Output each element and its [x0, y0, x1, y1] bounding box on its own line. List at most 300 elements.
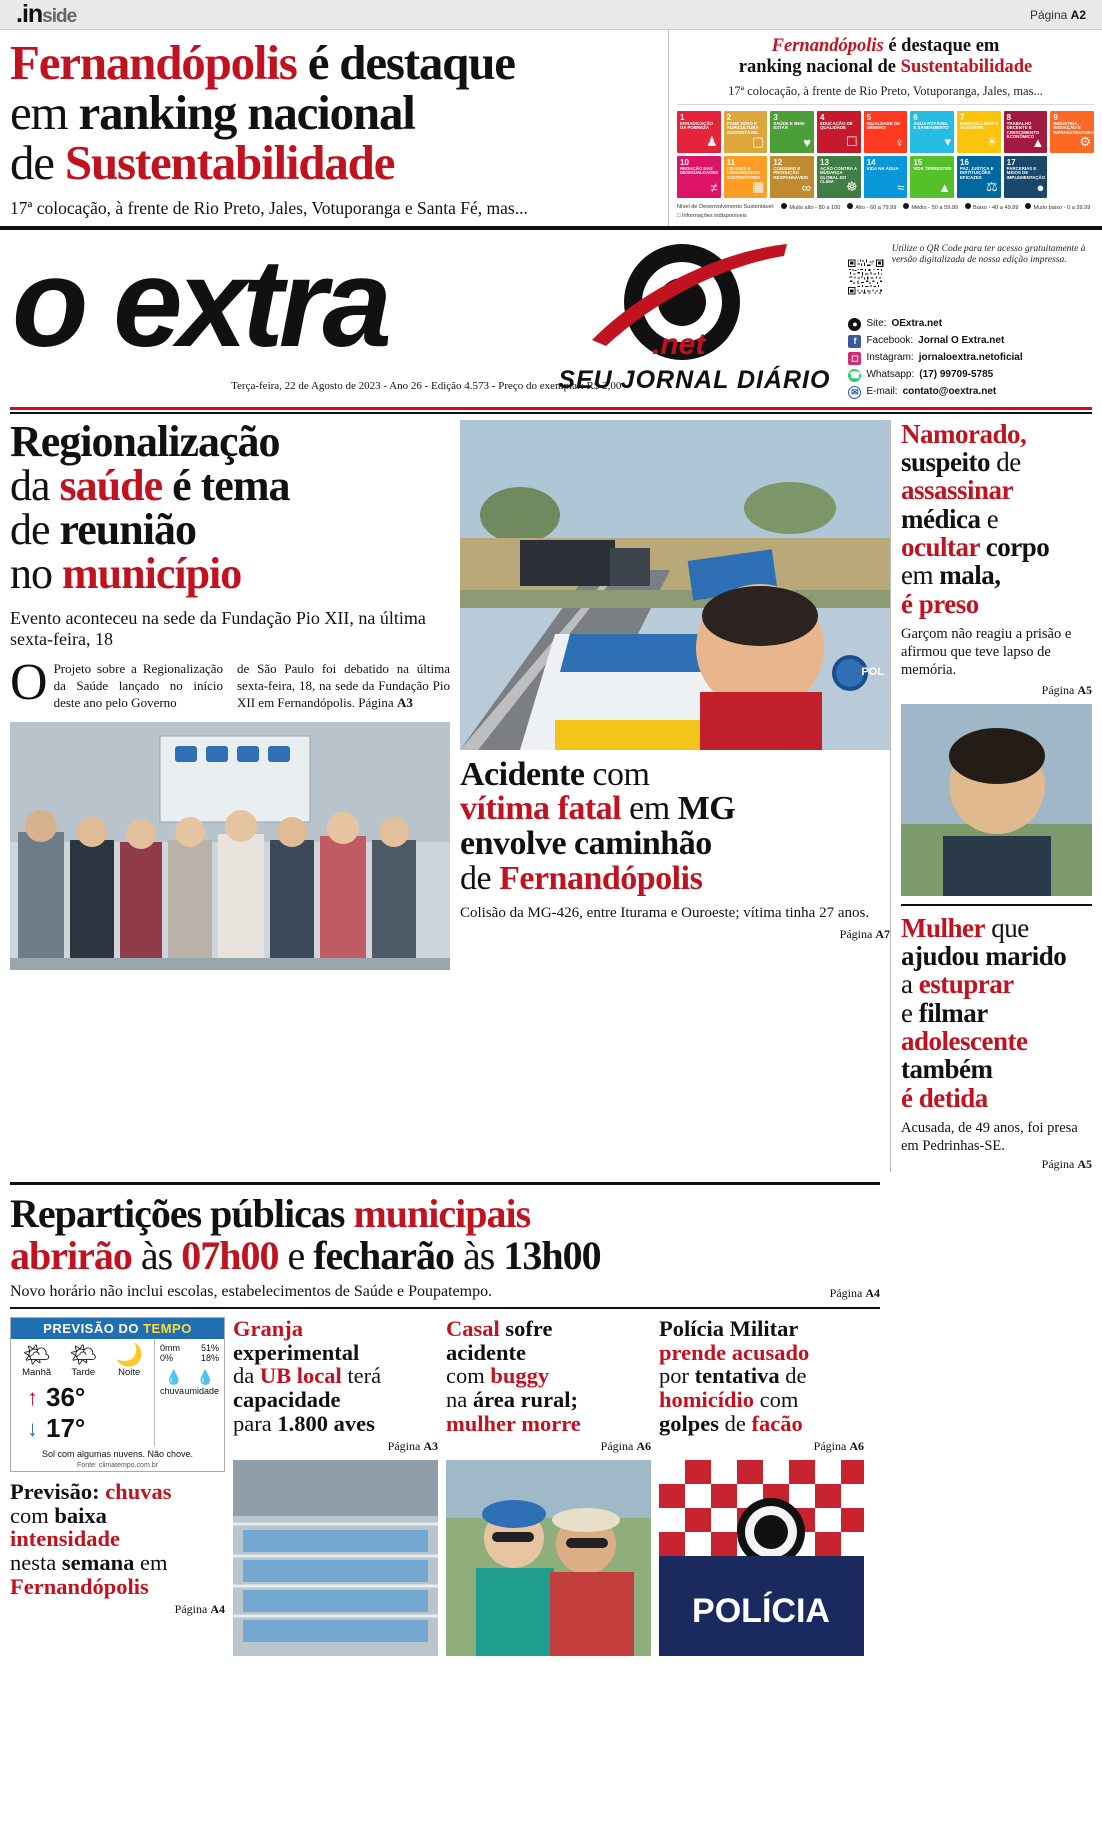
sdg-8-icon: ▲ — [1031, 134, 1045, 150]
brief-mulher — [901, 914, 1092, 1173]
qr-code-icon[interactable] — [848, 244, 883, 310]
legend-title: Nível de Desenvolvimento Sustentável: — [677, 204, 775, 211]
sdg-11 — [724, 156, 768, 198]
sdg-12-icon: ∞ — [801, 179, 811, 195]
sdg-17 — [1004, 156, 1048, 198]
legend-item-1 — [847, 203, 896, 212]
sdg-11-number: 11 — [726, 157, 736, 167]
weather-column — [10, 1317, 225, 1656]
lead-subhead: Evento aconteceu na sede da Fundação Pio XII, na última sexta-feira, 18 — [10, 607, 426, 650]
top-teaser-subhead: 17ª colocação, à frente de Rio Preto, Jales, Votuporanga e Santa Fé, mas... — [10, 197, 528, 218]
sdg-15 — [910, 156, 954, 198]
policia-page-number: A6 — [849, 1439, 864, 1454]
brief-casal — [446, 1317, 651, 1656]
accident-h2c: MG — [677, 790, 736, 828]
sdg-2-number: 2 — [726, 112, 732, 122]
moon-cloud-icon: 🌙 — [115, 1342, 143, 1368]
arrow-up-icon: ↑ — [27, 1384, 38, 1410]
weather-temps — [13, 1382, 152, 1444]
policia-l1: Polícia Militar — [659, 1316, 799, 1342]
sdg-11-icon: ▦ — [752, 178, 765, 194]
sdg-5-icon: ♀ — [894, 134, 905, 150]
banner-l2c: 07h00 — [181, 1233, 279, 1279]
sdg-3-icon: ♥ — [803, 134, 811, 150]
sdg-16-label: PAZ, JUSTIÇA E INSTITUIÇÕES EFICAZES — [960, 165, 994, 180]
lead-headline — [10, 416, 450, 598]
sdg-15-number: 15 — [913, 157, 923, 167]
brief1-l4b: e — [980, 503, 999, 534]
top-teaser-infobox — [668, 30, 1102, 226]
granja-page-ref — [233, 1439, 438, 1454]
sdg-5 — [864, 111, 908, 153]
policia-l3a: por — [659, 1363, 695, 1389]
legend-text-1: Alto - 60 a 79,99 — [855, 204, 897, 211]
previsao-l1b: chuvas — [99, 1479, 172, 1505]
contact-email[interactable] — [848, 386, 1090, 399]
weather-period-afternoon-label: Tarde — [71, 1367, 96, 1379]
accident-photo-graphic — [460, 420, 890, 750]
accident-h4a: de — [460, 859, 500, 897]
top-teaser-headline — [10, 35, 658, 190]
sdg-13-label: AÇÃO CONTRA A MUDANÇA GLOBAL DO CLIMA — [820, 165, 857, 185]
banner-l2a: abrirão — [10, 1233, 132, 1279]
sun-cloud-icon-2: 🌤 — [69, 1342, 98, 1368]
logo-wrap — [12, 233, 840, 394]
masthead-rule-black — [10, 412, 1092, 414]
sdg-2-label: FOME ZERO E AGRICULTURA SUSTENTÁVEL — [726, 120, 759, 135]
weather-period-night — [115, 1343, 142, 1378]
sdg-9-label: INDÚSTRIA, INOVAÇÃO E INFRAESTRUTURA — [1053, 120, 1094, 135]
contact-instagram-value: jornaloextra.netoficial — [918, 352, 1023, 363]
lead-col-1-text: Projeto sobre a Regionalização da Saúde lançado no início deste ano pelo Governo — [53, 660, 223, 710]
sdg-12 — [770, 156, 814, 198]
sdg-16 — [957, 156, 1001, 198]
casal-headline — [446, 1317, 651, 1435]
infobox-footer-note-text: Informações indisponíveis — [681, 212, 747, 219]
brief1-l5a: ocultar — [901, 532, 980, 563]
brief1-l3: assassinar — [901, 475, 1014, 506]
brief2-page-number: A5 — [1077, 1157, 1092, 1172]
previsao-page-label: Página — [174, 1602, 211, 1617]
sdg-14-label: VIDA NA ÁGUA — [866, 165, 899, 171]
brief1-l5b: corpo — [979, 532, 1050, 563]
contact-site-value: OExtra.net — [891, 318, 943, 329]
inside-page-number: A2 — [1070, 7, 1086, 22]
brief1-l2a: suspeito — [901, 447, 991, 478]
brief1-page-ref — [901, 683, 1092, 698]
sdg-10-number: 10 — [680, 157, 689, 167]
brief2-l3a: a — [901, 969, 919, 1000]
weather-periods — [13, 1343, 152, 1378]
casal-l3a: com — [446, 1363, 491, 1389]
legend-item-0 — [781, 203, 840, 212]
weather-values-row — [158, 1343, 221, 1353]
brief-previsao — [10, 1480, 225, 1617]
sdg-3 — [770, 111, 814, 153]
weather-body — [11, 1339, 224, 1446]
sdg-16-icon: ⚖ — [986, 178, 998, 194]
brief1-l1: Namorado, — [901, 418, 1027, 449]
banner-subhead: Novo horário não inclui escolas, estabelecimentos de Saúde e Poupatempo. — [10, 1283, 493, 1301]
infobox-title-b: é destaque em — [883, 36, 1000, 56]
brief1-l4a: médica — [901, 503, 981, 534]
accident-h4b: Fernandópolis — [499, 859, 703, 897]
brief2-l4b: filmar — [918, 997, 988, 1028]
weather-title — [11, 1318, 224, 1339]
accident-photo-badge: POL — [861, 665, 884, 678]
lead-photo-graphic — [10, 722, 450, 970]
infobox-title-c: ranking nacional de — [738, 57, 901, 78]
infobox-footer — [677, 203, 1094, 220]
contact-facebook-value: Jornal O Extra.net — [918, 335, 1005, 346]
granja-l2: experimental — [233, 1339, 360, 1365]
sdg-8-label: TRABALHO DECENTE E CRESCIMENTO ECONÔMICO — [1006, 120, 1040, 140]
casal-page-number: A6 — [636, 1439, 651, 1454]
previsao-headline — [10, 1480, 225, 1598]
contact-whatsapp[interactable] — [848, 369, 1090, 382]
brief-mulher-headline — [901, 914, 1092, 1112]
weather-rain-value: 0mm — [160, 1343, 180, 1354]
sdg-3-number: 3 — [773, 112, 778, 122]
brief2-l1a: Mulher — [901, 912, 985, 943]
granja-l3b: UB local — [259, 1363, 342, 1389]
sdg-17-label: PARCERIAS E MEIOS DE IMPLEMENTAÇÃO — [1006, 165, 1046, 180]
sdg-10 — [677, 156, 721, 198]
brief1-l7: é preso — [901, 588, 979, 619]
teaser-line2-main: ranking nacional — [78, 84, 415, 140]
sdg-1-number: 1 — [680, 112, 685, 122]
granja-l5a: para — [233, 1410, 278, 1436]
weather-max-value: 36° — [46, 1382, 86, 1413]
raindrop-icon: 💧 — [165, 1369, 183, 1386]
sdg-4-icon: ☐ — [846, 133, 858, 149]
infobox-title-d: Sustentabilidade — [900, 57, 1033, 78]
weather-min — [13, 1413, 152, 1444]
brief1-l2b: de — [990, 447, 1021, 478]
policia-l2: prende acusado — [659, 1339, 810, 1365]
inside-top-bar — [0, 0, 1102, 30]
policia-l3b: tentativa — [694, 1363, 780, 1389]
sdg-5-label: IGUALDADE DE GÊNERO — [866, 120, 901, 131]
casal-l4a: na — [446, 1387, 473, 1413]
weather-labels-row — [158, 1386, 221, 1396]
policia-l4b: com — [754, 1387, 799, 1413]
sdg-12-number: 12 — [773, 157, 783, 167]
weather-widget — [10, 1317, 225, 1472]
accident-page-ref — [460, 927, 890, 942]
granja-photo — [233, 1460, 438, 1656]
sdg-14 — [864, 156, 908, 198]
lead-h-line1: Regionalização — [10, 416, 280, 466]
instagram-icon: ◻ — [848, 352, 861, 365]
brief2-l1b: que — [985, 912, 1029, 943]
masthead — [0, 230, 1102, 403]
masthead-edition-info: Terça-feira, 22 de Agosto de 2023 - Ano 26 - Edição 4.573 - Preço do exemplar: R$ 2,00 — [231, 379, 622, 392]
casal-page-ref — [446, 1439, 651, 1454]
contact-facebook-label: Facebook: — [866, 335, 914, 346]
accident-photo — [460, 420, 890, 750]
sdg-9 — [1050, 111, 1094, 153]
casal-l4b: área rural; — [472, 1387, 579, 1413]
teaser-line3-main: Sustentabilidade — [64, 134, 395, 190]
legend-item-4 — [1025, 203, 1090, 212]
weather-rain-pct: 0% — [160, 1353, 174, 1364]
sdg-15-icon: ▲ — [938, 179, 951, 195]
sdg-5-number: 5 — [866, 112, 872, 122]
sdg-13-number: 13 — [820, 157, 829, 167]
contact-email-label: E-mail: — [866, 386, 898, 397]
inside-page-label: Página — [1029, 7, 1068, 22]
brief-policia — [659, 1317, 864, 1656]
casal-l1b: sofre — [499, 1316, 553, 1342]
contact-site[interactable] — [848, 318, 1090, 331]
arrow-down-icon: ↓ — [27, 1415, 38, 1441]
policia-l5a: golpes — [659, 1410, 720, 1436]
brief1-page-label: Página — [1041, 682, 1078, 697]
banner-l2e: fecharão — [313, 1233, 455, 1279]
previsao-page-number: A4 — [210, 1602, 225, 1617]
humidity-icon: 💧 — [196, 1369, 214, 1386]
sdg-7-icon: ☀ — [986, 133, 998, 149]
right-divider-1 — [901, 904, 1092, 906]
previsao-l4c: em — [134, 1550, 168, 1576]
accident-h1a: Acidente — [460, 755, 585, 793]
newspaper-logo: o extra — [12, 233, 387, 373]
lead-h-line3b: reunião — [59, 504, 196, 554]
lead-h-line4b: município — [62, 548, 242, 598]
previsao-l1a: Previsão: — [10, 1479, 100, 1505]
masthead-tagline: SEU JORNAL DIÁRIO — [558, 365, 831, 394]
lead-h-line2c: é tema — [162, 460, 290, 510]
previsao-l2a: com — [10, 1502, 55, 1528]
previsao-l4a: nesta — [10, 1550, 62, 1576]
brief2-l2: ajudou marido — [901, 940, 1067, 971]
policia-photo — [659, 1460, 864, 1656]
inside-logo-in: in — [21, 0, 43, 28]
accident-page-number: A7 — [875, 927, 890, 942]
previsao-l4b: semana — [61, 1550, 135, 1576]
accident-page-label: Página — [839, 927, 876, 942]
weather-min-value: 17° — [46, 1413, 86, 1444]
previsao-l3: intensidade — [10, 1526, 121, 1552]
sdg-9-number: 9 — [1053, 112, 1058, 122]
weather-period-morning — [22, 1343, 51, 1378]
casal-l5: mulher morre — [446, 1410, 581, 1436]
policia-page-label: Página — [813, 1439, 850, 1454]
weather-pct-row — [158, 1353, 221, 1363]
weather-title-b: TEMPO — [143, 1321, 192, 1337]
weather-hum-pct: 18% — [200, 1353, 219, 1364]
brief1-l6a: em — [901, 560, 940, 591]
right-briefs-column — [890, 420, 1092, 1172]
banner-l1a: Repartições públicas — [10, 1191, 354, 1237]
sdg-12-label: CONSUMO E PRODUÇÃO RESPONSÁVEIS — [773, 165, 808, 180]
sdg-9-icon: ⚙ — [1079, 133, 1091, 149]
brief2-page-label: Página — [1041, 1157, 1078, 1172]
mail-icon: ✉ — [848, 386, 861, 399]
weather-right — [154, 1339, 224, 1446]
inside-page-indicator — [1030, 8, 1086, 22]
legend-text-2: Médio - 50 a 59,99 — [911, 204, 959, 211]
accident-h2a: vítima fatal — [460, 790, 622, 828]
sdg-6-number: 6 — [913, 112, 918, 122]
banner-page-ref — [830, 1286, 880, 1301]
accident-h1b: com — [584, 755, 650, 793]
granja-l3c: terá — [341, 1363, 382, 1389]
banner-l2g: 13h00 — [503, 1233, 601, 1279]
granja-page-label: Página — [387, 1439, 424, 1454]
sdg-15-label: VIDA TERRESTRE — [913, 165, 952, 171]
brief2-l3b: estuprar — [918, 969, 1014, 1000]
lead-col-2-text: de São Paulo foi debatido na última sexta-feira, 18, na sede da Fundação Pio XII em Fernandópolis. Página — [237, 660, 450, 710]
opening-hours-banner — [10, 1182, 880, 1309]
sdg-1-label: ERRADICAÇÃO DA POBREZA — [680, 120, 713, 131]
lead-story-column — [10, 416, 450, 1172]
sun-cloud-icon: 🌤 — [22, 1342, 51, 1368]
teaser-line2-pre: em — [10, 84, 79, 140]
sdg-13 — [817, 156, 861, 198]
teaser-line1-rest: é destaque — [296, 35, 515, 90]
globe-icon: ● — [848, 318, 861, 331]
casal-photo — [446, 1460, 651, 1656]
granja-l5b: 1.800 aves — [277, 1410, 375, 1436]
sdg-14-icon: ≈ — [897, 179, 905, 195]
weather-max — [13, 1382, 152, 1413]
infobox-title — [677, 36, 1094, 79]
contact-instagram[interactable] — [848, 352, 1090, 365]
casal-l2: acidente — [446, 1339, 526, 1365]
sdg-6-icon: ▾ — [944, 133, 951, 149]
masthead-logo-area — [12, 233, 840, 403]
lead-h-line4a: no — [10, 548, 62, 598]
brief2-l5: adolescente — [901, 1025, 1028, 1056]
lead-h-line2a: da — [10, 460, 60, 510]
teaser-line3-pre: de — [10, 134, 65, 190]
banner-l2b: às — [131, 1233, 182, 1279]
sdg-11-label: CIDADES E COMUNIDADES SUSTENTÁVEIS — [726, 165, 761, 180]
weather-left — [11, 1339, 154, 1446]
inside-logo-dot: . — [16, 0, 22, 28]
contact-whatsapp-value: (17) 99709-5785 — [919, 369, 994, 380]
brief1-l6b: mala, — [939, 560, 1001, 591]
top-teaser-section — [0, 30, 1102, 230]
banner-l2f: às — [454, 1233, 504, 1279]
lead-dropcap: O — [10, 653, 48, 711]
whatsapp-icon: ☎ — [848, 369, 861, 382]
banner-l2d: e — [278, 1233, 314, 1279]
weather-period-night-label: Noite — [118, 1367, 141, 1379]
previsao-l5: Fernandópolis — [10, 1573, 149, 1599]
legend-item-2 — [903, 203, 958, 212]
brief1-page-number: A5 — [1077, 682, 1092, 697]
sdg-6 — [910, 111, 954, 153]
casal-photo-graphic — [446, 1460, 651, 1656]
banner-l1b: municipais — [353, 1191, 531, 1237]
sdg-grid — [677, 111, 1094, 198]
weather-period-afternoon — [69, 1343, 97, 1378]
infobox-footer-note: □ Informações indisponíveis — [677, 212, 747, 219]
casal-l3b: buggy — [490, 1363, 550, 1389]
policia-l4a: homicídio — [659, 1387, 755, 1413]
logo-net-suffix: .net — [652, 327, 706, 361]
masthead-rule-red — [10, 407, 1092, 410]
sdg-8 — [1004, 111, 1048, 153]
infobox-legend — [677, 203, 1094, 212]
brief2-l7: é detida — [901, 1082, 988, 1113]
weather-title-a: PREVISÃO DO — [43, 1321, 144, 1337]
weather-note: Sol com algumas nuvens. Não chove. — [41, 1449, 194, 1460]
sdg-17-number: 17 — [1006, 157, 1016, 167]
sdg-8-number: 8 — [1006, 112, 1012, 122]
sdg-16-number: 16 — [960, 157, 969, 167]
weather-hum-label: umidade — [184, 1386, 219, 1397]
lead-body — [10, 653, 450, 712]
lead-col-2 — [237, 661, 450, 712]
contact-instagram-label: Instagram: — [866, 352, 914, 363]
brief2-l4a: e — [901, 997, 919, 1028]
lead-col-2-page: A3 — [396, 694, 413, 710]
casal-l1a: Casal — [446, 1316, 500, 1342]
legend-text-3: Baixo - 40 a 49,99 — [973, 204, 1019, 211]
granja-l1: Granja — [233, 1316, 303, 1342]
svg-text:POLÍCIA: POLÍCIA — [692, 1592, 830, 1631]
granja-headline — [233, 1317, 438, 1435]
accident-story-column — [450, 420, 890, 1172]
policia-l5c: facão — [751, 1410, 803, 1436]
masthead-contact-area — [840, 236, 1090, 403]
brief-granja — [233, 1317, 438, 1656]
top-teaser-text — [0, 30, 668, 226]
accident-h3: envolve caminhão — [460, 825, 712, 863]
sdg-4 — [817, 111, 861, 153]
banner-headline — [10, 1193, 880, 1277]
brief2-l6: também — [901, 1054, 993, 1085]
sdg-2-icon: ▢ — [752, 133, 765, 149]
brief2-page-ref — [901, 1157, 1092, 1172]
accident-subhead: Colisão da MG-426, entre Iturama e Ouroeste; vítima tinha 27 anos. — [460, 905, 870, 922]
weather-rain-label: chuva — [160, 1386, 185, 1397]
lead-h-line3a: de — [10, 504, 60, 554]
sdg-7 — [957, 111, 1001, 153]
granja-photo-graphic — [233, 1460, 438, 1656]
brief-namorado-headline — [901, 420, 1092, 618]
weather-credit: Fonte: climatempo.com.br — [77, 1462, 158, 1470]
sdg-7-label: ENERGIA LIMPA E ACESSÍVEL — [960, 120, 999, 131]
teaser-line1-city: Fernandópolis — [10, 35, 297, 90]
sdg-1 — [677, 111, 721, 153]
inside-logo-side: side — [42, 6, 77, 27]
lead-photo — [10, 722, 450, 970]
qr-instruction-text: Utilize o QR Code para ter acesso gratuitamente à versão digitalizada de nossa edição impressa. — [891, 243, 1086, 266]
brief1-sub: Garçom não reagiu a prisão e afirmou que teve lapso de memória. — [901, 626, 1072, 679]
contact-list — [848, 318, 1090, 399]
accident-h2b: em — [621, 790, 678, 828]
weather-period-morning-label: Manhã — [22, 1367, 52, 1379]
previsao-page-ref — [10, 1602, 225, 1617]
policia-l5b: de — [719, 1410, 752, 1436]
contact-facebook[interactable] — [848, 335, 1090, 348]
sdg-17-icon: ● — [1036, 179, 1045, 195]
brief-namorado — [901, 420, 1092, 896]
accident-headline — [460, 755, 890, 897]
contact-email-value: contato@oextra.net — [902, 386, 997, 397]
brief1-photo-graphic — [901, 704, 1092, 896]
lead-h-line2b: saúde — [59, 460, 163, 510]
sdg-7-number: 7 — [960, 112, 965, 122]
sdg-3-label: SAÚDE E BEM-ESTAR — [773, 120, 806, 131]
policia-page-ref — [659, 1439, 864, 1454]
qr-row — [848, 244, 1090, 310]
